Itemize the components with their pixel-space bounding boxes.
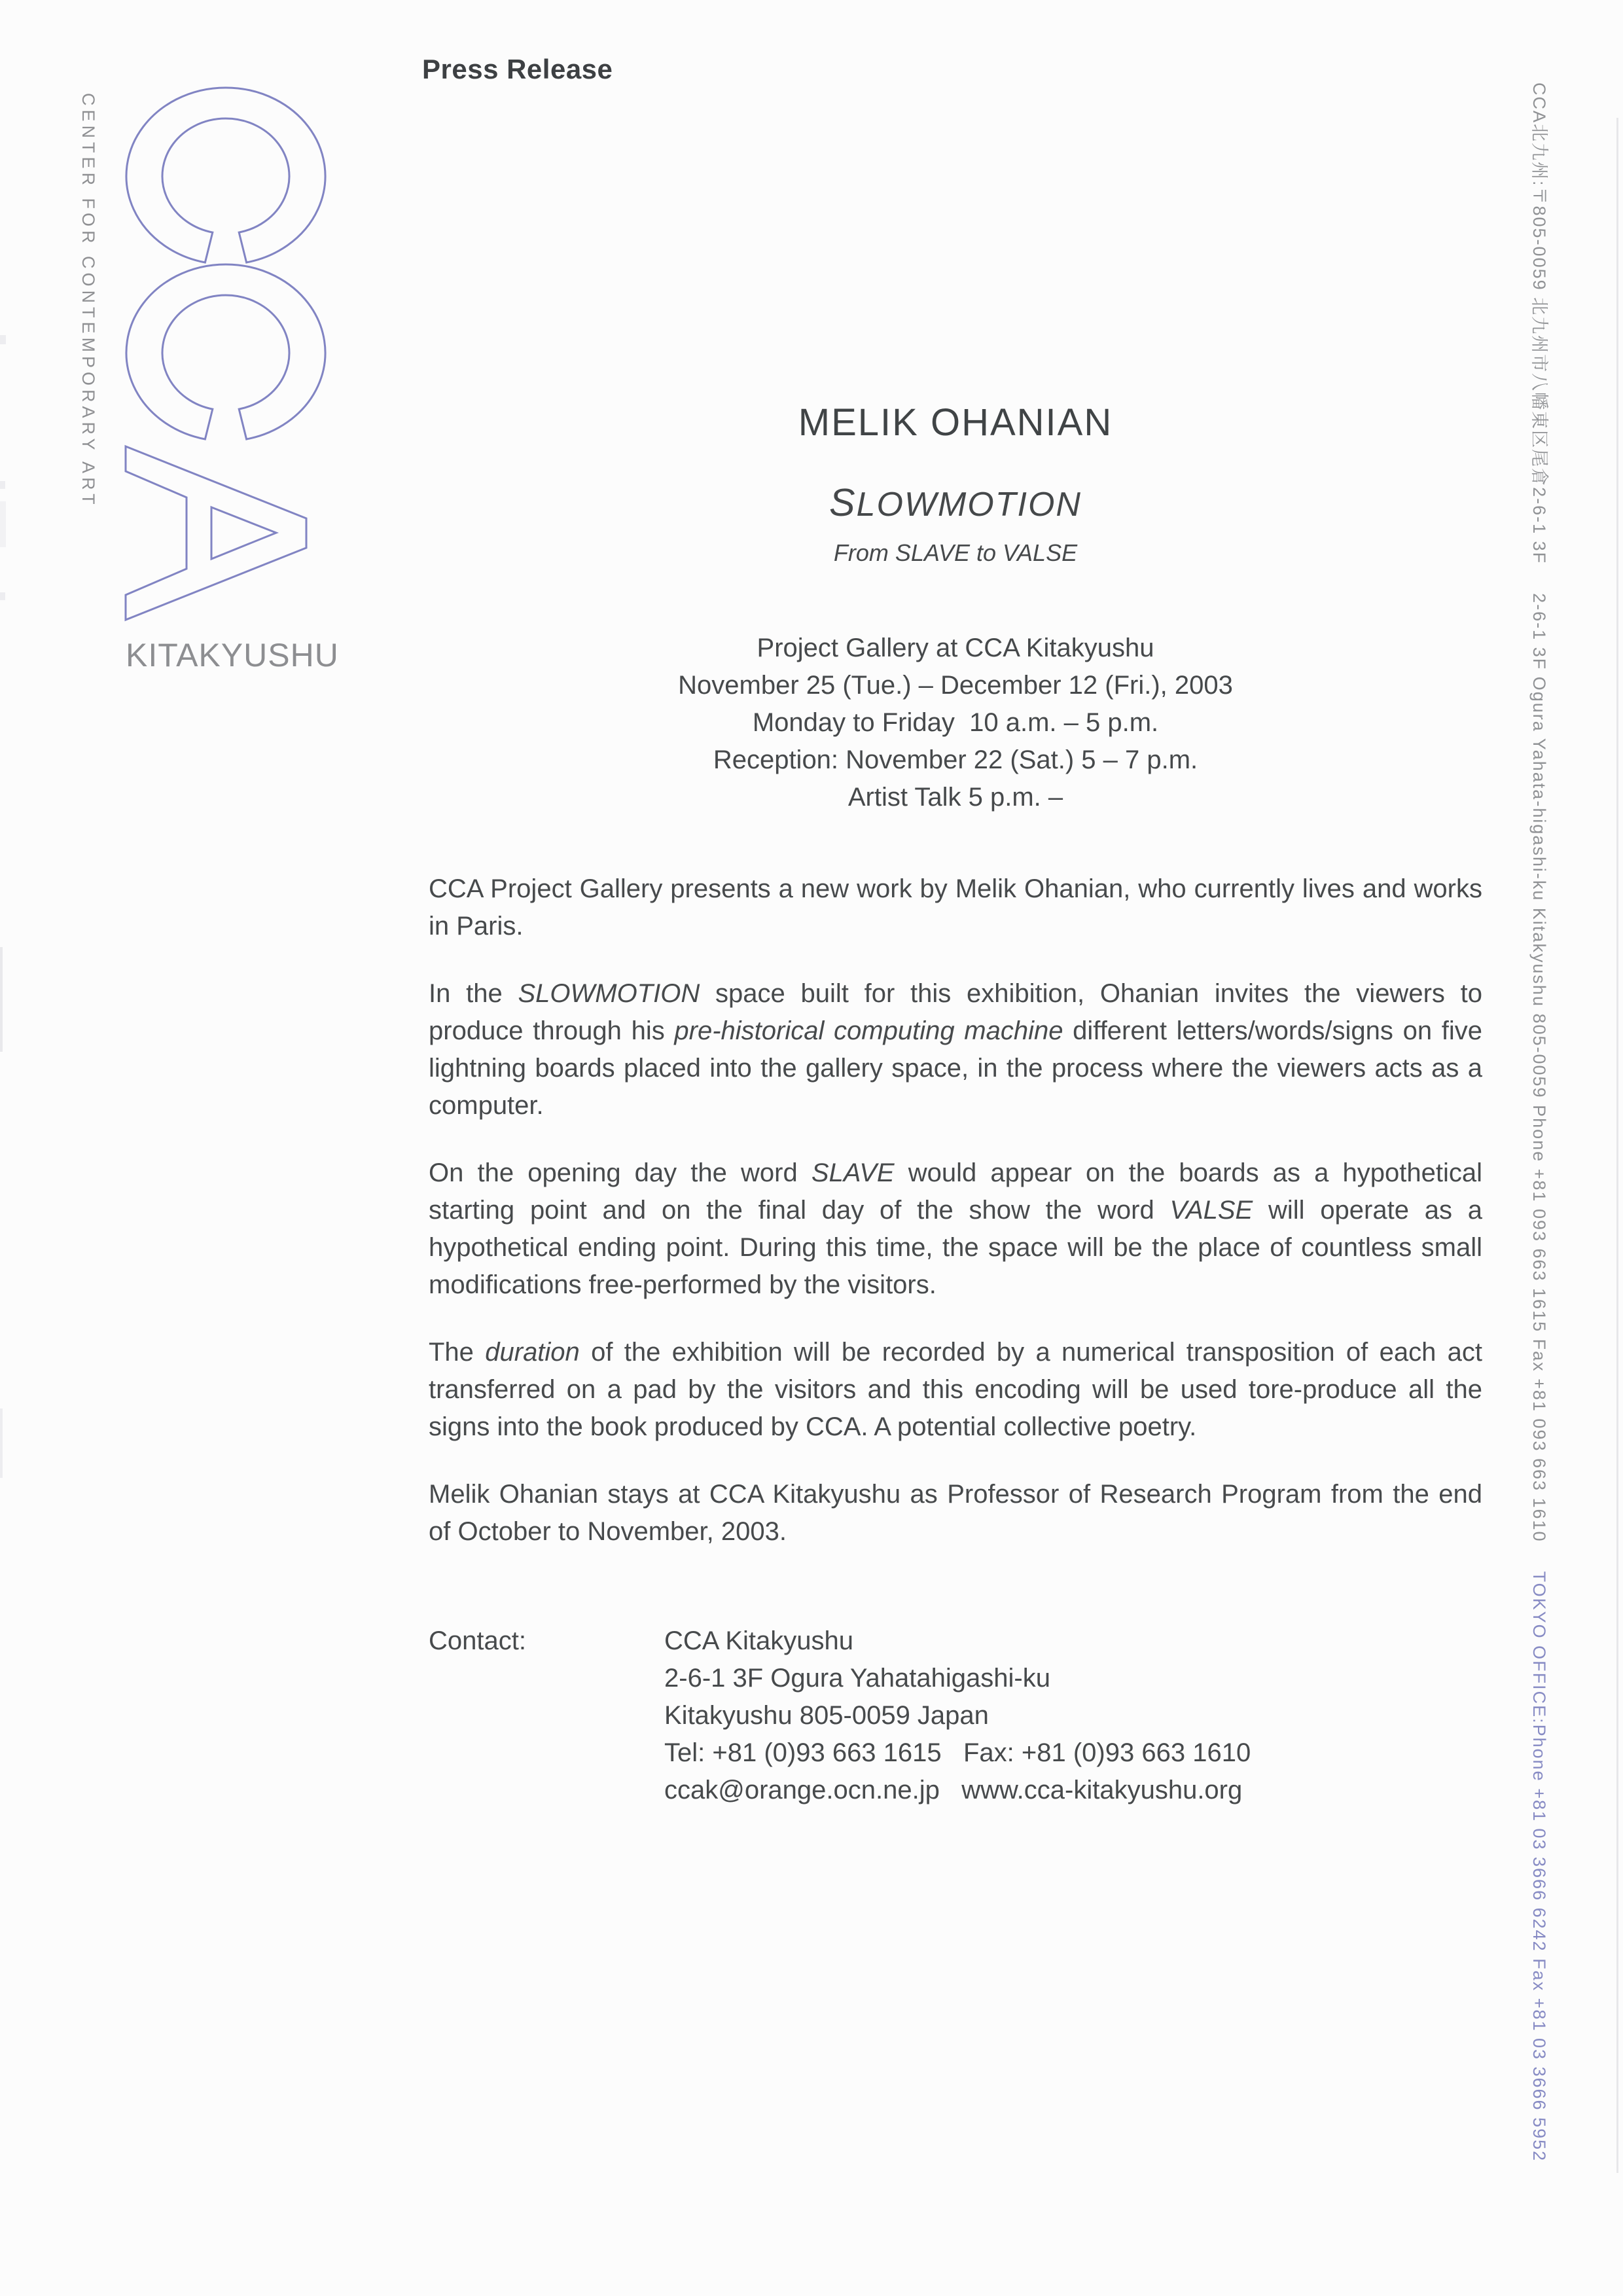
org-name-vertical: CENTER FOR CONTEMPORARY ART — [79, 93, 98, 509]
address-sidebar-vertical — [1531, 82, 1554, 2295]
plain-text: CCA Project Gallery presents a new work by Melik Ohanian, who currently lives and works in Paris. — [429, 874, 1482, 941]
plain-text: would appear on the boards as a hypothetical starting point and on the final day of the show the word — [429, 1158, 1482, 1225]
scan-artifact — [0, 481, 5, 489]
logo-letter-c-middle — [126, 264, 325, 439]
body-paragraph — [429, 1155, 1482, 1304]
scan-artifact — [0, 335, 6, 344]
event-line: Project Gallery at CCA Kitakyushu — [757, 634, 1154, 662]
plain-text: The — [429, 1338, 486, 1367]
scan-artifact — [0, 947, 3, 1052]
logo-city-label: KITAKYUSHU — [126, 637, 339, 673]
contact-lines — [664, 1623, 1251, 1809]
italic-text: duration — [485, 1338, 580, 1367]
scan-artifact — [0, 592, 5, 600]
plain-text: of the exhibition will be recorded by a numerical transposition of each act transferred on a pad by the visitors and this encoding will be used tore-produce all the signs into the book produced by CCA. A potential collective poetry. — [429, 1338, 1482, 1441]
cca-logo — [121, 84, 330, 673]
event-details — [429, 630, 1482, 816]
artist-name: MELIK OHANIAN — [798, 401, 1113, 444]
scan-artifact — [0, 501, 6, 547]
italic-text: pre-historical computing machine — [674, 1016, 1063, 1045]
kitakyushu-en-address: 2-6-1 3F Ogura Yahata-higashi-ku Kitakyushu 805-0059 Phone +81 093 663 1615 Fax +81 093 663 1610 — [1529, 593, 1549, 1543]
plain-text: In the — [429, 979, 518, 1008]
logo-letter-a-counter — [211, 507, 276, 559]
contact-label: Contact: — [429, 1626, 526, 1655]
contact-line: ccak@orange.ocn.ne.jp www.cca-kitakyushu.org — [664, 1776, 1243, 1804]
italic-text: VALSE — [1169, 1196, 1253, 1225]
event-line: Monday to Friday 10 a.m. – 5 p.m. — [752, 708, 1159, 737]
contact-line: CCA Kitakyushu — [664, 1626, 854, 1655]
scan-edge-line — [1616, 118, 1618, 2173]
event-line: Reception: November 22 (Sat.) 5 – 7 p.m. — [713, 745, 1198, 774]
plain-text: space built for this exhibition, Ohanian invites the viewers to produce through his — [429, 979, 1482, 1045]
body-paragraph — [429, 1476, 1482, 1551]
italic-text: SLOWMOTION — [518, 979, 700, 1008]
italic-text: SLAVE — [811, 1158, 895, 1187]
body-text — [429, 870, 1482, 1809]
document-type-label: Press Release — [422, 54, 613, 84]
paragraphs-container — [429, 870, 1482, 1551]
kitakyushu-jp-address: CCA北九州:〒805-0059 北九州市八幡東区尾倉2-6-1 3F — [1529, 82, 1549, 565]
plain-text: different letters/words/signs on five lightning boards placed into the gallery space, in the process where the viewers acts as a computer. — [429, 1016, 1482, 1120]
body-paragraph — [429, 975, 1482, 1124]
contact-line: Tel: +81 (0)93 663 1615 Fax: +81 (0)93 663 1610 — [664, 1738, 1251, 1767]
event-line: November 25 (Tue.) – December 12 (Fri.), 2003 — [678, 671, 1233, 700]
logo-letter-a-rotated — [126, 446, 306, 620]
scan-artifact — [0, 1408, 3, 1478]
exhibition-title: SLOWMOTION — [829, 480, 1082, 524]
plain-text: On the opening day the word — [429, 1158, 812, 1187]
logo-letter-c-top — [126, 88, 325, 262]
plain-text: will operate as a hypothetical ending point. During this time, the space will be the place of countless small modifications free-performed by the visitors. — [429, 1196, 1483, 1299]
contact-block — [429, 1623, 1482, 1809]
event-line: Artist Talk 5 p.m. – — [847, 783, 1063, 812]
body-paragraph — [429, 870, 1482, 945]
exhibition-subtitle: From SLAVE to VALSE — [833, 539, 1078, 566]
tokyo-office-address: TOKYO OFFICE:Phone +81 03 3666 6242 Fax +81 03 3666 5952 — [1529, 1571, 1549, 2162]
contact-line: Kitakyushu 805-0059 Japan — [664, 1701, 989, 1730]
contact-line: 2-6-1 3F Ogura Yahatahigashi-ku — [664, 1664, 1050, 1693]
plain-text: Melik Ohanian stays at CCA Kitakyushu as Professor of Research Program from the end of October to November, 2003. — [429, 1480, 1482, 1546]
body-paragraph — [429, 1334, 1482, 1446]
